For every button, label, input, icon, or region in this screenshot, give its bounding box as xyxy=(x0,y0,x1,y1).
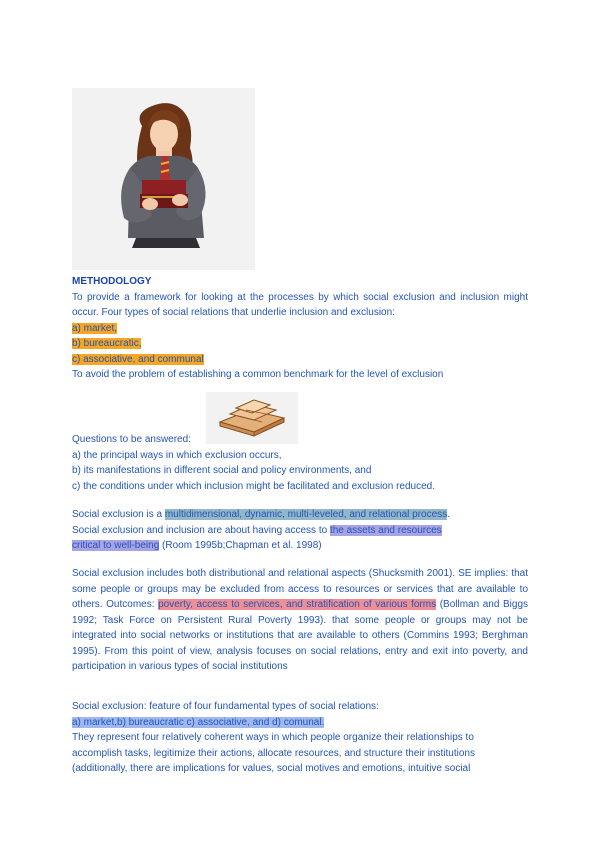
questions-section xyxy=(72,432,528,494)
definition-p2-highlight-1: the assets and resources xyxy=(329,524,442,536)
benchmark-text: To avoid the problem of establishing a common benchmark for the level of exclusion xyxy=(72,369,444,380)
definition-p1-pre: Social exclusion is a xyxy=(72,509,165,520)
aspects-highlight: poverty, access to services, and stratification of various forms xyxy=(158,599,437,610)
aspects-section xyxy=(72,566,528,675)
definition-p1-post: . xyxy=(447,509,450,520)
feature-section xyxy=(72,699,528,777)
item-associative: c) associative, and communal xyxy=(72,353,204,365)
questions-label: Questions to be answered: xyxy=(72,434,191,445)
question-item: a) the principal ways in which exclusion occurs, xyxy=(72,449,282,461)
feature-line: (additionally, there are implications for values, social motives and emotions, intuitive social xyxy=(72,763,471,774)
definition-p2-pre: Social exclusion and inclusion are about having access to xyxy=(72,524,330,536)
student-illustration xyxy=(72,88,255,270)
definition-p2-post: (Room 1995b;Chapman et al. 1998) xyxy=(159,540,322,551)
feature-line: accomplish tasks, legitimize their actions, allocate resources, and structure their institutions xyxy=(72,747,475,759)
definition-section xyxy=(72,507,528,554)
definition-p1-highlight: multidimensional, dynamic, multi-leveled, and relational process xyxy=(164,509,448,520)
item-bureaucratic: b) bureaucratic, xyxy=(72,338,142,349)
methodology-heading: METHODOLOGY xyxy=(72,276,152,287)
aspects-post: (Bollman and Biggs 1992; Task Force on Persistent Rural Poverty 1993). that some people or groups may not be integrated into social networks or institutions that are available to others (Commins 1993; Berghman 1995). From this point of view, analysis focuses on social relations, entry and exit into poverty, and participation in various types of social institutions xyxy=(72,599,529,672)
definition-p2-highlight-2: critical to well-being xyxy=(72,540,160,551)
question-item: b) its manifestations in different social and policy environments, and xyxy=(72,465,372,476)
item-market: a) market, xyxy=(72,322,118,334)
feature-label: Social exclusion: feature of four fundamental types of social relations: xyxy=(72,701,379,712)
question-item: c) the conditions under which inclusion might be facilitated and exclusion reduced. xyxy=(72,480,435,492)
aspects-pre: Social exclusion includes both distributional and relational aspects (Shucksmith 2001). SE implies: that some people or groups may be excluded from access to resources or services that are available to others. Outcomes: xyxy=(72,568,528,610)
methodology-section xyxy=(72,274,528,383)
feature-highlight: a) market,b) bureaucratic c) associative, and d) comunal. xyxy=(72,716,325,728)
feature-line: They represent four relatively coherent ways in which people organize their relationships to xyxy=(72,732,474,743)
methodology-intro: To provide a framework for looking at the processes by which social exclusion and inclusion might occur. Four types of social relations that underlie inclusion and exclusion: xyxy=(72,291,528,318)
